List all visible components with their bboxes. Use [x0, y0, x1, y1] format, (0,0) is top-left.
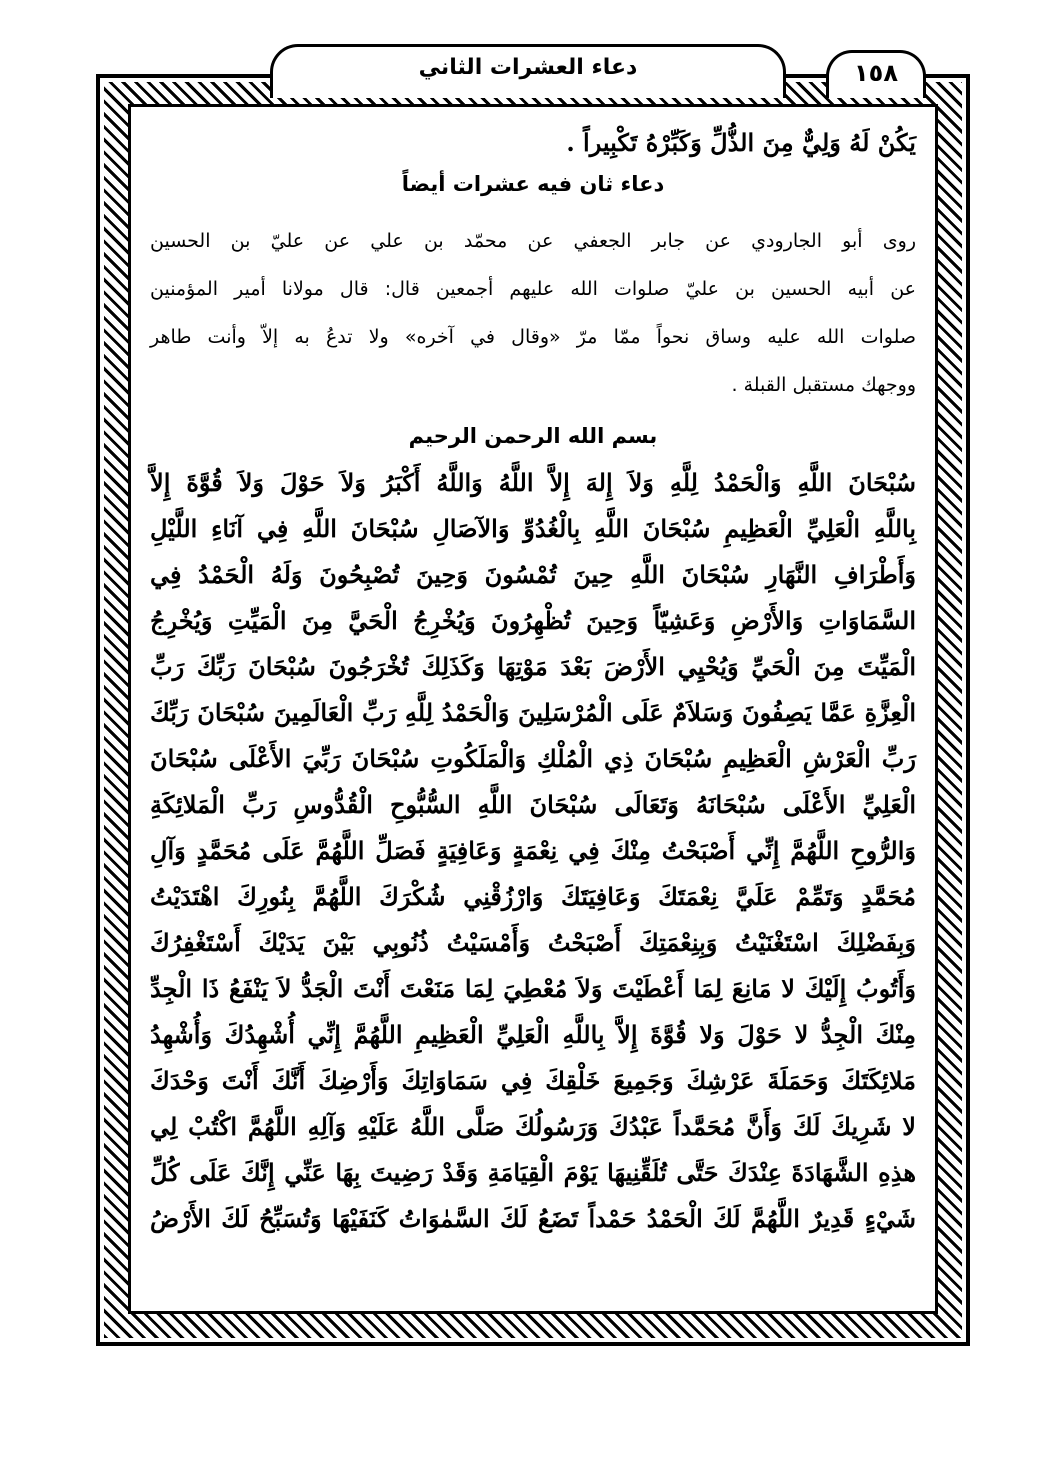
prayer-line: شَيْءٍ قَدِيرٌ اللَّهُمَّ لَكَ الْحَمْدُ حَمْداً تَضَعُ لَكَ السَّمٰوَاتُ كَنَفَيْهَا وَتُسَبِّحُ لَكَ الأَرْضُ: [150, 1204, 916, 1233]
narration-line: روى أبو الجارودي عن جابر الجعفي عن محمّد بن علي عن عليّ بن الحسين: [150, 230, 916, 252]
running-header-title: دعاء العشرات الثاني: [418, 55, 638, 80]
prayer-line: بِاللَّهِ الْعَلِيِّ الْعَظِيمِ سُبْحَانَ اللَّهِ بِالْغُدُوِّ وَالآصَالِ سُبْحَانَ اللَّهِ فِي آنَاءِ اللَّيْلِ: [150, 514, 916, 543]
prayer-line: وَبِفَضْلِكَ اسْتَغْنَيْتُ وَبِنِعْمَتِكَ أَصْبَحْتُ وَأَمْسَيْتُ ذُنُوبِي بَيْنَ يَدَيْكَ أَسْتَغْفِرُكَ: [150, 928, 916, 957]
prayer-line: هذِهِ الشَّهَادَةَ عِنْدَكَ حَتَّى تُلَقِّنِيهَا يَوْمَ الْقِيَامَةِ وَقَدْ رَضِيتَ بِهَا عَنِّي إِنَّكَ عَلَى كُلِّ: [150, 1158, 916, 1187]
basmala: بسم الله الرحمن الرحيم: [408, 424, 658, 448]
narration-line: عن أبيه الحسين بن عليّ صلوات الله عليهم أجمعين قال: قال مولانا أمير المؤمنين: [150, 278, 916, 300]
prayer-line: الْمَيِّتَ مِنَ الْحَيِّ وَيُحْيِي الأَرْضَ بَعْدَ مَوْتِهَا وَكَذَلِكَ تُخْرَجُونَ سُبْحَانَ رَبِّكَ رَبِّ: [150, 652, 916, 681]
top-line: يَكُنْ لَهُ وَلِيٌّ مِنَ الذُّلِّ وَكَبِّرْهُ تَكْبِيراً .: [566, 128, 916, 157]
prayer-line: وَالرُّوحِ اللَّهُمَّ إِنِّي أَصْبَحْتُ مِنْكَ فِي نِعْمَةٍ وَعَافِيَةٍ فَصَلِّ اللَّهُمَّ عَلَى مُحَمَّدٍ وَآلِ: [150, 836, 916, 865]
running-header: [270, 44, 786, 98]
page-number-tab: [826, 50, 926, 98]
narration-line: ووجهك مستقبل القبلة .: [731, 374, 916, 396]
narration-line: صلوات الله عليه وساق نحواً ممّا مرّ «وقال في آخره» ولا تدعُ به إلاّ وأنت طاهر: [150, 326, 916, 348]
prayer-line: وَأَطْرَافِ النَّهَارِ سُبْحَانَ اللَّهِ حِينَ تُمْسُونَ وَحِينَ تُصْبِحُونَ وَلَهُ الْحَمْدُ فِي: [150, 560, 916, 589]
prayer-line: الْعِزَّةِ عَمَّا يَصِفُونَ وَسَلاَمٌ عَلَى الْمُرْسَلِينَ وَالْحَمْدُ لِلَّهِ رَبِّ الْعَالَمِينَ سُبْحَانَ رَبِّكَ: [150, 698, 917, 727]
prayer-line: وَأَتُوبُ إِلَيْكَ لا مَانِعَ لِمَا أَعْطَيْتَ وَلاَ مُعْطِيَ لِمَا مَنَعْتَ أَنْتَ الْجَدُّ لاَ يَنْفَعُ ذَا الْجِدِّ: [150, 974, 916, 1003]
prayer-line: رَبِّ الْعَرْشِ الْعَظِيمِ سُبْحَانَ ذِي الْمُلْكِ وَالْمَلَكُوتِ سُبْحَانَ رَبِّيَ الأَعْلَى سُبْحَانَ: [150, 744, 916, 773]
prayer-line: سُبْحَانَ اللَّهِ وَالْحَمْدُ لِلَّهِ وَلاَ إِلهَ إِلاَّ اللَّهُ وَاللَّهُ أَكْبَرُ وَلاَ حَوْلَ وَلاَ قُوَّةَ إِلاَّ: [150, 468, 916, 497]
prayer-line: لا شَرِيكَ لَكَ وَأَنَّ مُحَمَّداً عَبْدُكَ وَرَسُولُكَ صَلَّى اللَّهُ عَلَيْهِ وَآلِهِ اللَّهُمَّ اكْتُبْ لِي: [150, 1112, 916, 1141]
prayer-line: مَلائِكَتَكَ وَحَمَلَةَ عَرْشِكَ وَجَمِيعَ خَلْقِكَ فِي سَمَاوَاتِكَ وَأَرْضِكَ أَنَّكَ أَنْتَ وَحْدَكَ: [150, 1066, 916, 1095]
prayer-line: مِنْكَ الْجِدُّ لا حَوْلَ وَلا قُوَّةَ إِلاَّ بِاللَّهِ الْعَلِيِّ الْعَظِيمِ اللَّهُمَّ إِنِّي أُشْهِدُكَ وَأُشْهِدُ: [150, 1020, 916, 1049]
prayer-line: الْعَلِيِّ الأَعْلَى سُبْحَانَهُ وَتَعَالَى سُبْحَانَ اللَّهِ السُّبُّوحِ الْقُدُّوسِ رَبِّ الْمَلائِكَةِ: [150, 790, 916, 819]
prayer-line: مُحَمَّدٍ وَتَمِّمْ عَلَيَّ نِعْمَتَكَ وَعَافِيَتَكَ وَارْزُقْنِي شُكْرَكَ اللَّهُمَّ بِنُورِكَ اهْتَدَيْتُ: [150, 882, 916, 911]
page-number: ١٥٨: [854, 59, 898, 87]
prayer-line: السَّمَاوَاتِ وَالأَرْضِ وَعَشِيّاً وَحِينَ تُظْهِرُونَ وَيُخْرِجُ الْحَيَّ مِنَ الْمَيِّتِ وَيُخْرِجُ: [150, 606, 916, 635]
section-heading: دعاء ثان فيه عشرات أيضاً: [401, 172, 665, 196]
